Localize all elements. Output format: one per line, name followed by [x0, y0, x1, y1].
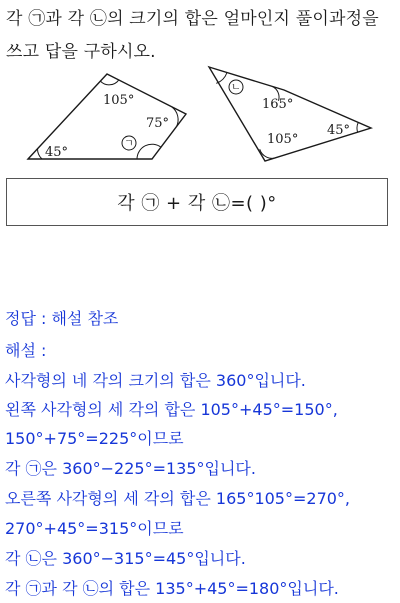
right-angle-arc-right	[357, 122, 358, 132]
question-line-1: 각 ㉠과 각 ㉡의 크기의 합은 얼마인지 풀이과정을	[6, 9, 379, 29]
answer-box	[6, 178, 388, 226]
right-angle-top-label: 165°	[262, 97, 294, 112]
solution-line-4: 왼쪽 사각형의 세 각의 합은 105°+45°=150°,	[5, 400, 338, 419]
solution-line-10: 각 ㉠과 각 ㉡의 합은 135°+45°=180°입니다.	[5, 579, 339, 598]
right-angle-bottom-label: 105°	[267, 132, 299, 147]
solution-line-5: 150°+75°=225°이므로	[5, 429, 184, 448]
solution-line-2: 해설 :	[5, 341, 47, 360]
right-mark-label: ㄴ	[231, 82, 241, 94]
left-angle-right-label: 75°	[146, 116, 170, 131]
right-angle-right-label: 45°	[327, 123, 351, 138]
solution-line-6: 각 ㉠은 360°−225°=135°입니다.	[5, 459, 256, 478]
left-mark-label: ㄱ	[124, 138, 134, 150]
quadrilaterals-figure	[0, 60, 400, 170]
solution-line-1: 정답 : 해설 참조	[5, 309, 119, 328]
left-angle-top-label: 105°	[103, 93, 135, 108]
left-angle-arc-top	[100, 80, 118, 85]
solution-line-9: 각 ㉡은 360°−315°=45°입니다.	[5, 549, 246, 568]
left-angle-left-label: 45°	[45, 145, 69, 160]
left-angle-arc-left	[37, 149, 42, 159]
question-line-2: 쓰고 답을 구하시오.	[6, 42, 156, 62]
solution-line-7: 오른쪽 사각형의 세 각의 합은 165°105°=270°,	[5, 489, 351, 508]
solution-line-3: 사각형의 네 각의 크기의 합은 360°입니다.	[5, 371, 306, 390]
solution-line-8: 270°+45°=315°이므로	[5, 519, 184, 538]
answer-box-text: 각 ㉠ + 각 ㉡=( )°	[117, 193, 277, 214]
